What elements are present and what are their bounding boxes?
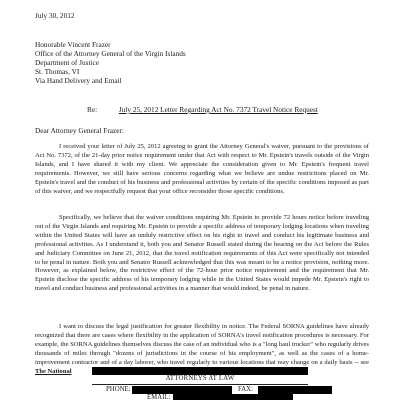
address-line: Office of the Attorney General of the Virgin Islands [35,49,186,58]
paragraph-3-text: I want to discuss the legal justification for greater flexibility in notice. The Federal SORNA guidelines have already recognized that there are cases where flexibility in the application of SORNA's travel notification procedures is necessary. For example, the SORNA guidelines themselves discuss the case of an individual who is a "long haul trucker" who regularly drives thousands of miles through "dozens of jurisdictions in the course of his employment", as well as the cases of a home-improvement contractor and of a day laborer, who travel regularly to various locations that may change on a daily basis -- see [35,323,369,366]
subject-line [87,105,318,114]
address-line: St. Thomas, VI [35,67,80,76]
redaction-bar [92,367,308,375]
body-paragraph-2: Specifically, we believe that the waiver conditions requiring Mr. Epstein to provide 72 hours notice before traveling out of the Virgin Islands and requiring Mr. Epstein to provide a specific address of temporary lodging locations when traveling within the United States will have an unduly restrictive effect on his right to travel and conduct his legitimate business and professional activities. As I understand it, both you and Senator Russell stated during the hearing on the Act before the Rules and Judiciary Committee on June 21, 2012, that the travel notification requirements of this Act were specifically not intended to be penal in nature. Both you and Senator Russell acknowledged that this was meant to be a notice provision, nothing more. However, as explained below, the restrictive effect of the 72-hour prior notice requirement and the requirement that Mr. Epstein disclose the specific address of his temporary lodging while in the United States would impede Mr. Epstein's right to travel and conduct business and professional activities in a manner that would indeed, be penal in nature. [35,214,369,293]
phone-redaction [132,386,232,394]
letter-date: July 30, 2012 [35,11,75,20]
recipient-address [35,40,186,85]
address-line: Honorable Vincent Frazer [35,40,111,49]
fax-redaction [258,386,332,394]
subject-text: July 25, 2012 Letter Regarding Act No. 7372 Travel Notice Request [118,105,318,114]
footer-divider [92,384,308,385]
fax-label: FAX: [238,386,253,393]
body-paragraph-1: I received your letter of July 25, 2012 agreeing to grant the Attorney General's waiver, pursuant to the provisions of Act No. 7372, of the 21-day prior notice requirement under that Act with respect to Mr. Epstein's travels outside of the Virgin Islands, and I have shared it with my client. We appreciate the consideration given to Mr. Epstein's frequent travel requirements. However, we still have serious concerns regarding what we believe are undue restrictions placed on Mr. Epstein's travel and the conduct of his business and professional activities by certain of the specific conditions imposed as part of this waiver, and we respectfully request that your office reconsider those specific conditions. [35,143,369,195]
address-line: Via Hand Delivery and Email [35,76,122,85]
subject-label: Re: [87,105,98,114]
letterhead-footer-title: ATTORNEYS AT LAW [165,375,235,382]
phone-label: PHONE: [106,386,131,393]
email-label: EMAIL: [147,394,171,401]
salutation: Dear Attorney General Frazer: [35,126,124,135]
email-redaction [173,394,293,400]
paragraph-3-citation: The National [35,367,72,375]
address-line: Department of Justice [35,58,100,67]
